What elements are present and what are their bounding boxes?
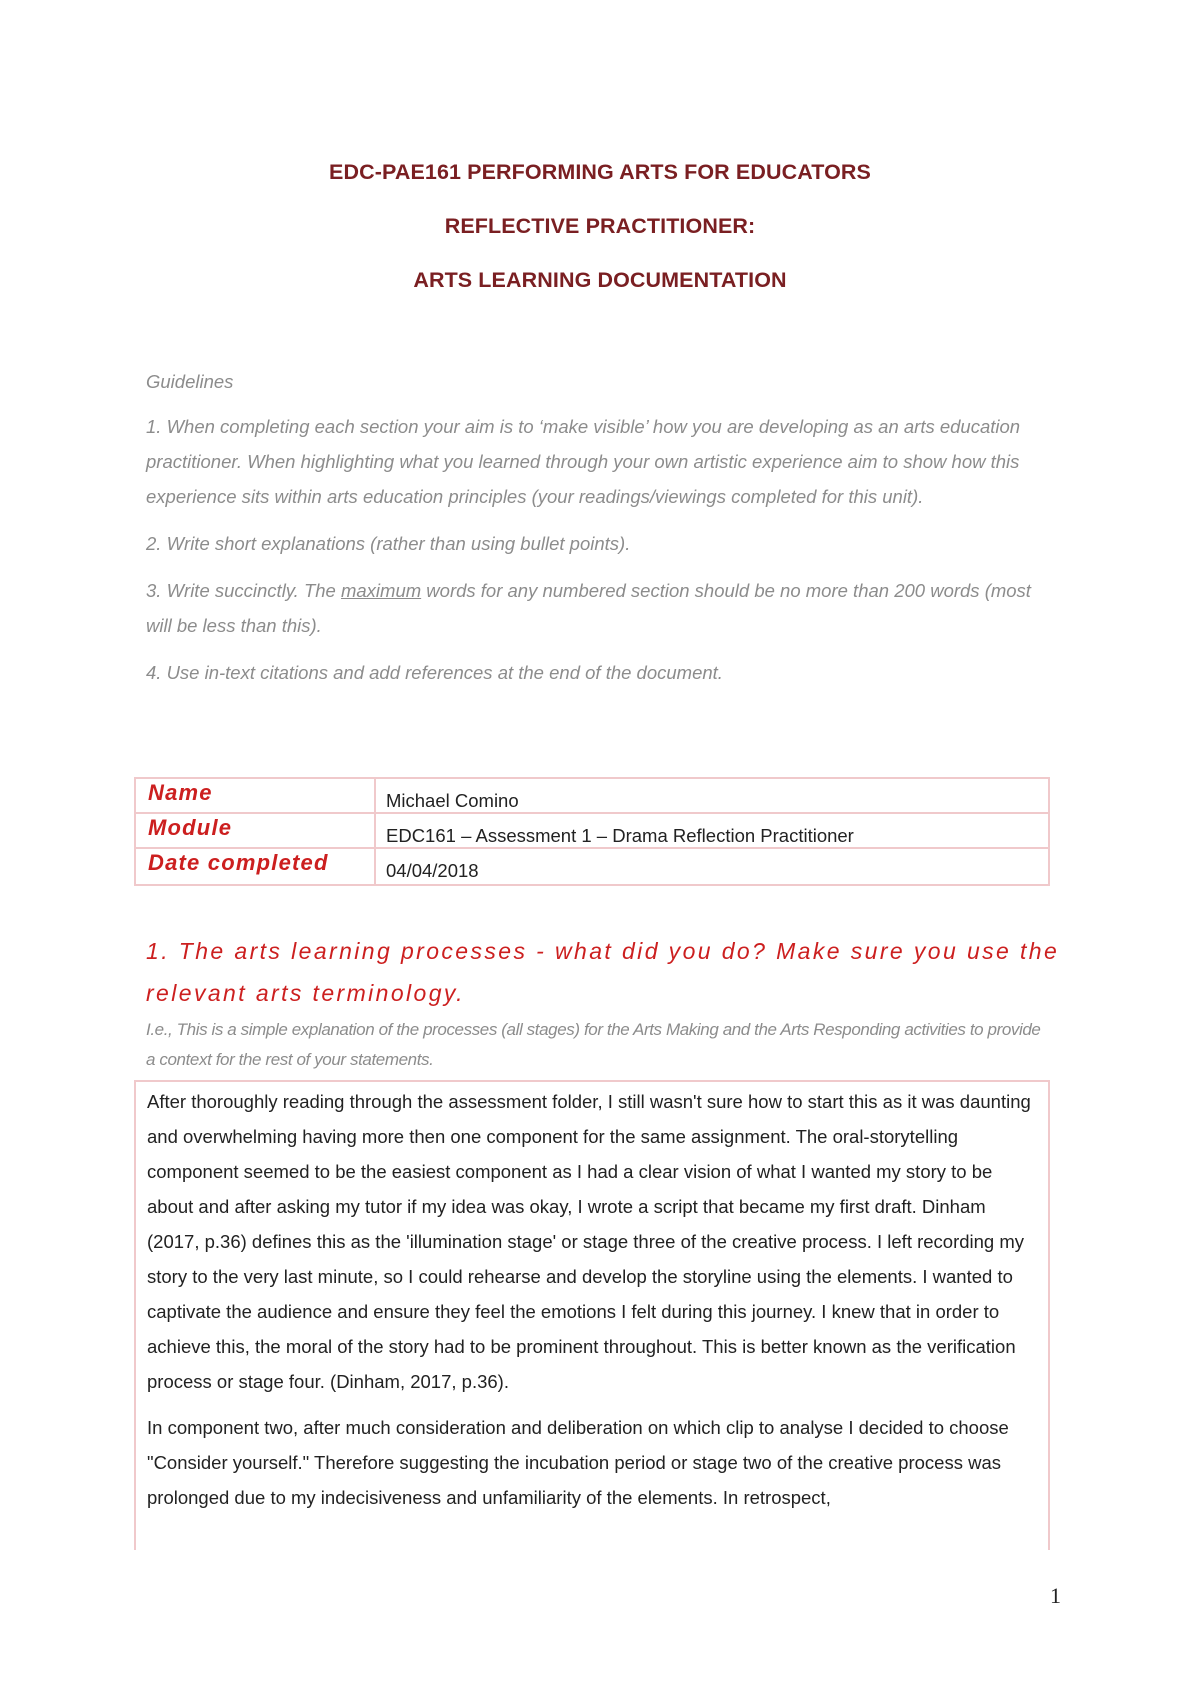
guideline-3-start: 3. Write succinctly. The xyxy=(146,580,341,601)
section-1-response-box xyxy=(134,1080,1050,1550)
guideline-item: 1. When completing each section your aim is to ‘make visible’ how you are developing as an arts education practitioner. When highlighting what you learned through your own artistic experience aim to show how this experience sits within arts education principles (your readings/viewings completed for this unit). xyxy=(146,416,1021,507)
date-completed-label: Date completed xyxy=(148,850,329,875)
info-row-date xyxy=(136,849,1048,884)
module-value: EDC161 – Assessment 1 – Drama Reflection Practitioner xyxy=(386,825,854,846)
guidelines-section xyxy=(146,364,1046,702)
module-label: Module xyxy=(148,815,233,840)
guideline-item: 4. Use in-text citations and add references at the end of the document. xyxy=(146,662,723,683)
info-row-module xyxy=(136,814,1048,849)
name-label: Name xyxy=(148,780,213,805)
title-course: EDC-PAE161 PERFORMING ARTS FOR EDUCATORS xyxy=(329,160,871,184)
date-completed-value: 04/04/2018 xyxy=(386,860,479,881)
student-info-table xyxy=(134,777,1050,886)
guideline-3-end: words for any numbered section should be no more than 200 words (most will be less than this). xyxy=(146,580,1031,636)
section-1-note: I.e., This is a simple explanation of the processes (all stages) for the Arts Making and the Arts Responding activities to provide a context for the rest of your statements. xyxy=(146,1020,1041,1069)
title-documentation: ARTS LEARNING DOCUMENTATION xyxy=(413,268,787,292)
title-subtitle: REFLECTIVE PRACTITIONER: xyxy=(444,214,756,238)
guideline-item xyxy=(146,573,1046,643)
column-divider xyxy=(374,849,376,884)
page-number: 1 xyxy=(1050,1583,1061,1608)
column-divider xyxy=(374,814,376,847)
guideline-item: 2. Write short explanations (rather than using bullet points). xyxy=(146,533,631,554)
response-text xyxy=(136,1082,1048,1515)
name-value: Michael Comino xyxy=(386,790,519,811)
column-divider xyxy=(374,779,376,812)
response-paragraph: After thoroughly reading through the assessment folder, I still wasn't sure how to start this as it was daunting and overwhelming having more then one component for the same assignment. The oral-storytelling component seemed to be the easiest component as I had a clear vision of what I wanted my story to be about and after asking my tutor if my idea was okay, I wrote a script that became my first draft. Dinham (2017, p.36) defines this as the 'illumination stage' or stage three of the creative process. I left recording my story to the very last minute, so I could rehearse and develop the storyline using the elements. I wanted to captivate the audience and ensure they feel the emotions I felt during this journey. I knew that in order to achieve this, the moral of the story had to be prominent throughout. This is better known as the verification process or stage four. (Dinham, 2017, p.36). xyxy=(147,1091,1031,1392)
guidelines-heading: Guidelines xyxy=(146,371,234,392)
guideline-3-emphasis: maximum xyxy=(340,580,422,601)
document-title xyxy=(0,158,1200,320)
info-row-name xyxy=(136,779,1048,814)
response-paragraph: In component two, after much consideration and deliberation on which clip to analyse I decided to choose "Consider yourself." Therefore suggesting the incubation period or stage two of the creative process was prolonged due to my indecisiveness and unfamiliarity of the elements. In retrospect, xyxy=(147,1417,1009,1508)
section-1-heading: 1. The arts learning processes - what did you do? Make sure you use the relevant arts terminology. xyxy=(146,938,1060,1006)
